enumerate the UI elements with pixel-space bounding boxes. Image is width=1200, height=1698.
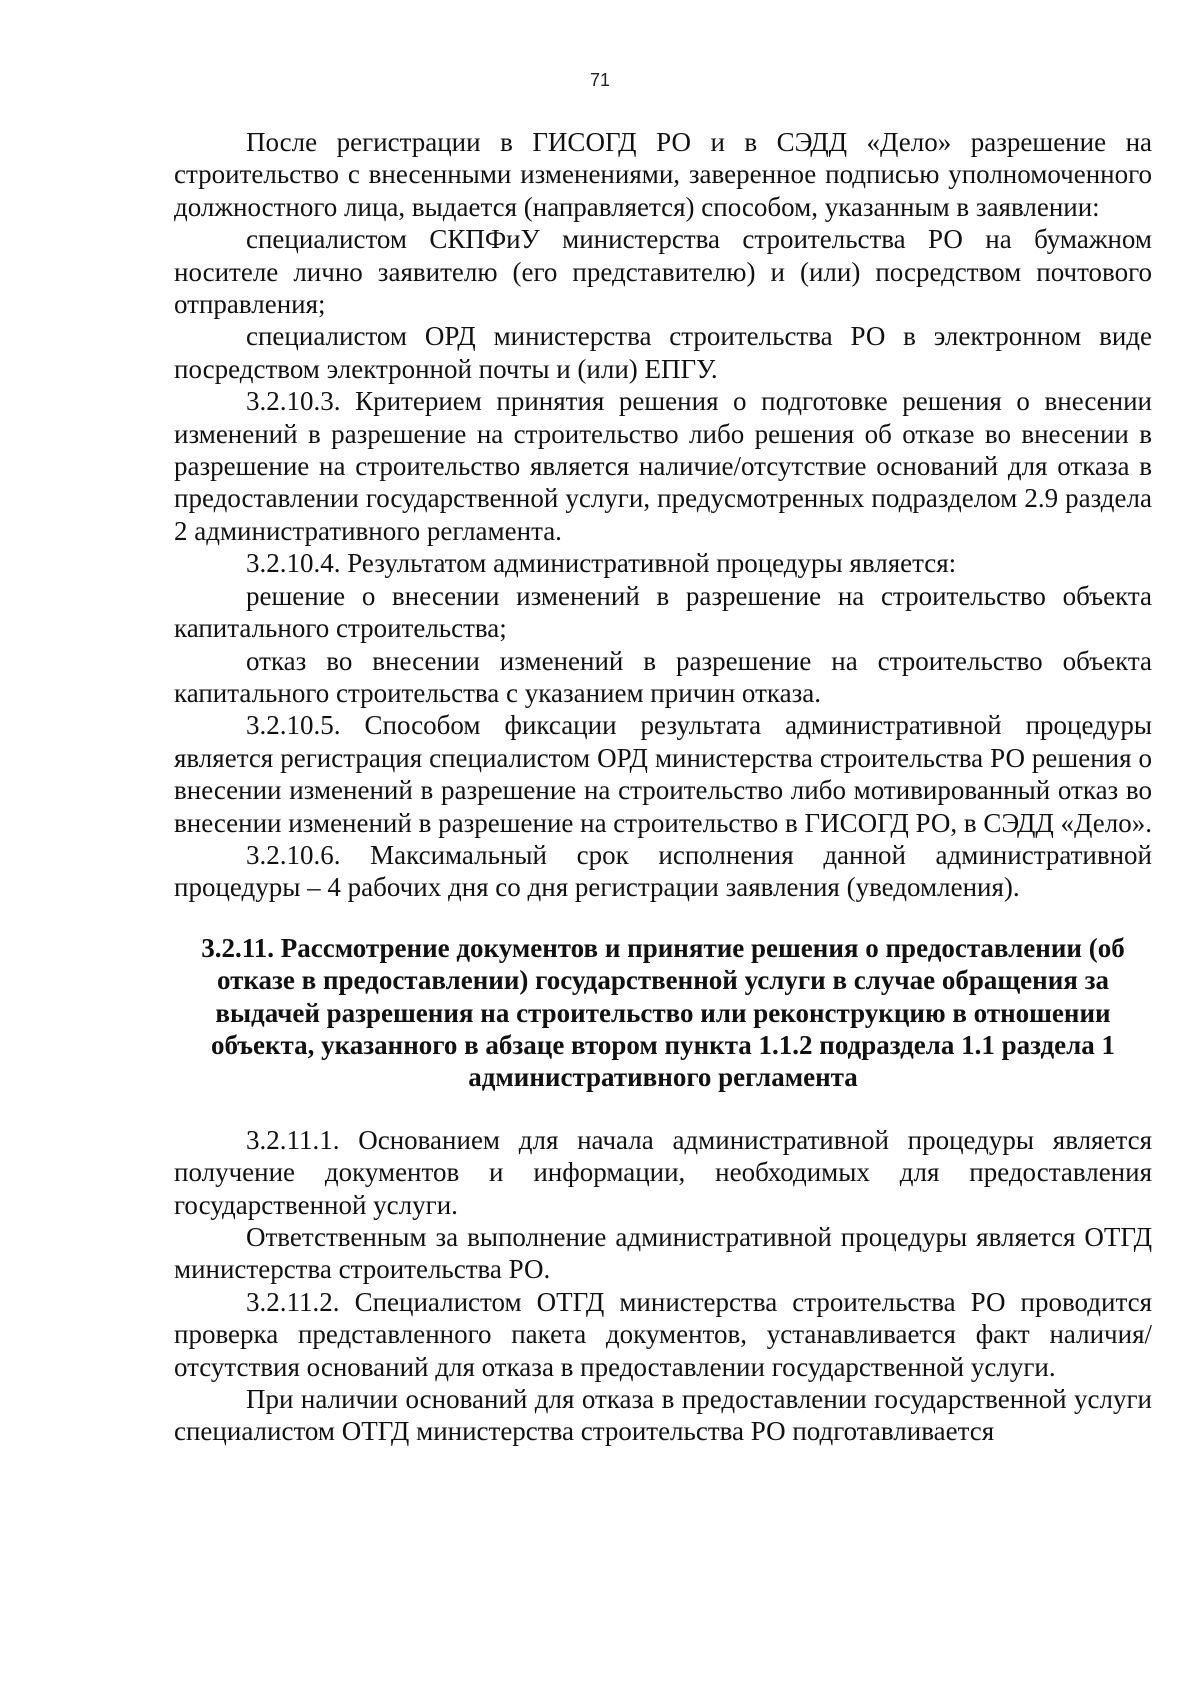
paragraph: отказ во внесении изменений в разрешение на строительство объекта капитального строительства с указанием причин отказа. — [174, 645, 1152, 708]
paragraph: решение о внесении изменений в разрешение на строительство объекта капитального строительства; — [174, 580, 1152, 644]
paragraph: 3.2.10.3. Критерием принятия решения о подготовке решения о внесении изменений в разрешение на строительство либо решения об отказе во внесении в разрешение на строительство является наличие/отсутствие оснований для отказа в предоставлении государственной услуги, предусмотренных подразделом 2.9 раздела 2 административного регламента. — [174, 386, 1152, 546]
paragraph: 3.2.11.1. Основанием для начала административной процедуры является получение документов и информации, необходимых для предоставления государственной услуги. — [174, 1124, 1152, 1220]
paragraph: специалистом СКПФиУ министерства строительства РО на бумажном носителе лично заявителю (его представителю) и (или) посредством почтового отправления; — [174, 224, 1152, 320]
paragraph: специалистом ОРД министерства строительства РО в электронном виде посредством электронной почты и (или) ЕПГУ. — [174, 321, 1152, 384]
paragraph: После регистрации в ГИСОГД РО и в СЭДД «Дело» разрешение на строительство с внесенными изменениями, заверенное подписью уполномоченного должностного лица, выдается (направляется) способом, указанным в заявлении: — [174, 127, 1152, 222]
section-heading — [174, 932, 1152, 1094]
section-heading-text: 3.2.11. Рассмотрение документов и принятие решения о предоставлении (об отказе в предоставлении) государственной услуги в случае обращения за выдачей разрешения на строительство или реконструкцию в отношении объекта, указанного в абзаце втором пункта 1.1.2 подраздела 1.1 раздела 1 административного регламента — [201, 932, 1125, 1093]
paragraph: 3.2.10.6. Максимальный срок исполнения данной административной процедуры – 4 рабочих дня со дня регистрации заявления (уведомления). — [174, 839, 1152, 903]
paragraph: Ответственным за выполнение административной процедуры является ОТГД министерства строительства РО. — [174, 1222, 1152, 1285]
paragraph: При наличии оснований для отказа в предоставлении государственной услуги специалистом ОТГД министерства строительства РО подготавливается — [174, 1384, 1152, 1447]
page-number: 71 — [589, 70, 611, 90]
document-body — [174, 126, 1152, 1448]
paragraph: 3.2.11.2. Специалистом ОТГД министерства строительства РО проводится проверка представленного пакета документов, устанавливается факт наличия/отсутствия оснований для отказа в предоставлении государственной услуги. — [174, 1286, 1152, 1382]
paragraph: 3.2.10.4. Результатом административной процедуры является: — [246, 548, 957, 579]
paragraph: 3.2.10.5. Способом фиксации результата административной процедуры является регистрация специалистом ОРД министерства строительства РО решения о внесении изменений в разрешение на строительство либо мотивированный отказ во внесении изменений в разрешение на строительство в ГИСОГД РО, в СЭДД «Дело». — [174, 710, 1152, 838]
